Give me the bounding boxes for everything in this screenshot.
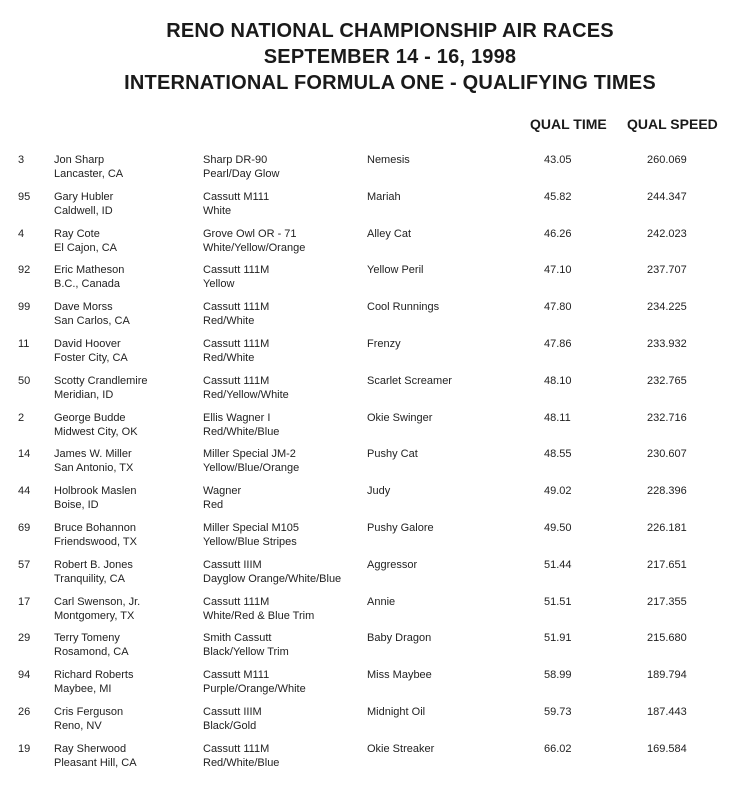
pilot-location: San Carlos, CA — [54, 315, 130, 328]
aircraft-colors: Red — [203, 499, 224, 512]
pilot-cell — [54, 631, 129, 659]
aircraft-name-cell — [367, 337, 401, 351]
aircraft-model: Miller Special M105 — [203, 521, 299, 534]
aircraft-colors: Yellow/Blue Stripes — [203, 535, 297, 548]
pilot-location: Foster City, CA — [54, 351, 128, 364]
qual-speed-cell — [647, 595, 687, 609]
qual-time: 59.73 — [544, 705, 572, 718]
pilot-name: Holbrook Maslen — [54, 485, 137, 498]
aircraft-colors: Red/White — [203, 315, 255, 328]
aircraft-colors: Purple/Orange/White — [203, 683, 306, 696]
qual-time-cell — [544, 595, 572, 609]
aircraft-name: Baby Dragon — [367, 632, 432, 645]
pilot-cell — [54, 153, 123, 181]
qual-time-cell — [544, 558, 572, 572]
aircraft-name-cell — [367, 374, 452, 388]
race-number: 99 — [18, 301, 31, 314]
aircraft-model: Cassutt 111M — [203, 337, 270, 350]
race-number: 44 — [18, 485, 31, 498]
aircraft-model: Cassutt IIIM — [203, 558, 262, 571]
qual-speed: 242.023 — [647, 227, 687, 240]
qual-time-cell — [544, 411, 571, 425]
pilot-location: San Antonio, TX — [54, 462, 134, 475]
aircraft-model: Cassutt M111 — [203, 190, 270, 203]
aircraft-model: Cassutt 111M — [203, 595, 270, 608]
pilot-cell — [54, 227, 117, 255]
pilot-location: Meridian, ID — [54, 388, 114, 401]
race-number: 95 — [18, 190, 31, 203]
aircraft-name: Okie Streaker — [367, 742, 435, 755]
qual-speed-cell — [647, 668, 687, 682]
pilot-cell — [54, 374, 148, 402]
aircraft-cell — [203, 227, 305, 255]
race-number-cell — [18, 153, 24, 167]
pilot-location: Friendswood, TX — [54, 535, 137, 548]
race-number-cell — [18, 705, 30, 719]
aircraft-name-cell — [367, 668, 432, 682]
qual-speed: 215.680 — [647, 632, 687, 645]
qual-time: 51.44 — [544, 558, 572, 571]
qual-time: 46.26 — [544, 227, 572, 240]
pilot-cell — [54, 705, 123, 733]
race-number-cell — [18, 521, 30, 535]
qual-speed: 260.069 — [647, 154, 687, 166]
table-row — [0, 187, 750, 224]
table-row — [0, 739, 750, 776]
qual-speed: 232.765 — [647, 374, 687, 387]
pilot-location: Caldwell, ID — [54, 204, 113, 217]
aircraft-colors: Yellow — [203, 278, 235, 291]
aircraft-name: Aggressor — [367, 558, 418, 571]
aircraft-name-cell — [367, 300, 439, 314]
race-number: 14 — [18, 448, 31, 461]
aircraft-cell — [203, 668, 306, 696]
qual-time-cell — [544, 263, 572, 277]
qual-time-cell — [544, 300, 572, 314]
qual-speed-cell — [647, 411, 687, 425]
aircraft-cell — [203, 742, 279, 770]
qual-speed-cell — [647, 484, 687, 498]
qual-speed-cell — [647, 374, 687, 388]
pilot-name: Bruce Bohannon — [54, 521, 136, 534]
pilot-cell — [54, 742, 137, 770]
aircraft-model: Smith Cassutt — [203, 632, 272, 645]
aircraft-cell — [203, 300, 269, 328]
aircraft-cell — [203, 558, 341, 586]
aircraft-cell — [203, 631, 289, 659]
aircraft-model: Grove Owl OR - 71 — [203, 227, 297, 240]
qual-speed: 237.707 — [647, 264, 687, 277]
aircraft-name-cell — [367, 521, 434, 535]
pilot-name: Jon Sharp — [54, 154, 105, 166]
race-number: 29 — [18, 632, 31, 645]
qual-time-cell — [544, 374, 572, 388]
qual-time-cell — [544, 484, 572, 498]
qual-time: 48.55 — [544, 448, 572, 461]
aircraft-name-cell — [367, 705, 425, 719]
aircraft-colors: Red/White/Blue — [203, 425, 280, 438]
race-number-cell — [18, 668, 30, 682]
aircraft-colors: Red/Yellow/White — [203, 388, 289, 401]
pilot-name: Carl Swenson, Jr. — [54, 595, 141, 608]
aircraft-name: Scarlet Screamer — [367, 374, 452, 387]
qual-speed-cell — [647, 631, 687, 645]
qual-speed: 217.355 — [647, 595, 687, 608]
race-number-cell — [18, 484, 30, 498]
document-title — [0, 18, 750, 96]
qual-speed: 189.794 — [647, 669, 687, 682]
qual-time-cell — [544, 742, 572, 756]
qual-speed-cell — [647, 153, 687, 167]
aircraft-cell — [203, 447, 299, 475]
qual-time: 48.11 — [544, 411, 571, 424]
race-number: 92 — [18, 264, 31, 277]
pilot-name: James W. Miller — [54, 448, 132, 461]
pilot-cell — [54, 668, 133, 696]
aircraft-name: Judy — [367, 485, 391, 498]
aircraft-colors: White — [203, 204, 232, 217]
qual-time-cell — [544, 153, 572, 167]
table-row — [0, 665, 750, 702]
aircraft-name: Midnight Oil — [367, 705, 426, 718]
title-line-1: RENO NATIONAL CHAMPIONSHIP AIR RACES — [166, 20, 614, 42]
aircraft-model: Wagner — [203, 485, 242, 498]
pilot-cell — [54, 558, 133, 586]
aircraft-cell — [203, 411, 279, 439]
pilot-cell — [54, 447, 133, 475]
aircraft-model: Cassutt 111M — [203, 301, 270, 314]
aircraft-model: Miller Special JM-2 — [203, 448, 296, 461]
race-number-cell — [18, 227, 24, 241]
race-number: 57 — [18, 558, 31, 571]
race-number-cell — [18, 558, 30, 572]
aircraft-colors: Dayglow Orange/White/Blue — [203, 572, 342, 585]
qual-time: 43.05 — [544, 154, 572, 166]
aircraft-name: Alley Cat — [367, 227, 412, 240]
aircraft-colors: White/Yellow/Orange — [203, 241, 306, 254]
table-row — [0, 224, 750, 261]
aircraft-name: Okie Swinger — [367, 411, 433, 424]
qual-speed-header: QUAL SPEED — [627, 116, 718, 132]
qual-speed: 233.932 — [647, 337, 687, 350]
race-number-cell — [18, 742, 30, 756]
pilot-location: Boise, ID — [54, 499, 99, 512]
qual-time-cell — [544, 705, 572, 719]
aircraft-name-cell — [367, 447, 418, 461]
qual-time-cell — [544, 190, 572, 204]
qual-speed-cell — [647, 263, 687, 277]
qual-speed: 232.716 — [647, 411, 687, 424]
qual-time: 49.02 — [544, 485, 572, 498]
pilot-location: Reno, NV — [54, 719, 102, 732]
aircraft-name: Mariah — [367, 190, 401, 203]
pilot-cell — [54, 300, 130, 328]
qual-time: 58.99 — [544, 669, 572, 682]
qual-speed: 169.584 — [647, 742, 687, 755]
qual-time-cell — [544, 337, 572, 351]
aircraft-name: Nemesis — [367, 154, 410, 166]
qual-time-cell — [544, 447, 572, 461]
pilot-location: El Cajon, CA — [54, 241, 117, 254]
pilot-location: Lancaster, CA — [54, 168, 124, 180]
pilot-cell — [54, 595, 140, 623]
table-row — [0, 518, 750, 555]
pilot-name: Robert B. Jones — [54, 558, 133, 571]
aircraft-name-cell — [367, 263, 423, 277]
pilot-name: Eric Matheson — [54, 264, 125, 277]
pilot-cell — [54, 521, 137, 549]
aircraft-name: Miss Maybee — [367, 669, 432, 682]
pilot-name: Ray Cote — [54, 227, 100, 240]
qual-speed: 217.651 — [647, 558, 687, 571]
qual-speed: 226.181 — [647, 521, 687, 534]
table-row — [0, 555, 750, 592]
pilot-name: Dave Morss — [54, 301, 113, 314]
race-number: 2 — [18, 411, 25, 424]
pilot-cell — [54, 484, 137, 512]
table-row — [0, 150, 750, 187]
qual-speed: 244.347 — [647, 190, 687, 203]
qual-time-cell — [544, 631, 572, 645]
aircraft-model: Cassutt 111M — [203, 374, 270, 387]
qual-speed-cell — [647, 705, 687, 719]
aircraft-cell — [203, 337, 269, 365]
qual-speed-cell — [647, 190, 687, 204]
table-row — [0, 334, 750, 371]
qual-time: 47.10 — [544, 264, 572, 277]
aircraft-name-cell — [367, 227, 411, 241]
race-number: 94 — [18, 669, 31, 682]
aircraft-name: Pushy Galore — [367, 521, 434, 534]
race-number-cell — [18, 263, 30, 277]
aircraft-cell — [203, 595, 314, 623]
qual-time: 51.91 — [544, 632, 572, 645]
pilot-name: Gary Hubler — [54, 190, 114, 203]
pilot-location: Pleasant Hill, CA — [54, 756, 137, 769]
aircraft-name: Cool Runnings — [367, 301, 440, 314]
aircraft-colors: Yellow/Blue/Orange — [203, 462, 300, 475]
race-number-cell — [18, 631, 30, 645]
aircraft-colors: Black/Gold — [203, 719, 257, 732]
pilot-name: Scotty Crandlemire — [54, 374, 148, 387]
pilot-cell — [54, 190, 113, 218]
race-number: 19 — [18, 742, 31, 755]
race-number: 11 — [18, 337, 30, 350]
race-number: 50 — [18, 374, 31, 387]
table-row — [0, 408, 750, 445]
qual-time-cell — [544, 668, 572, 682]
table-row — [0, 481, 750, 518]
race-number: 69 — [18, 521, 31, 534]
aircraft-model: Cassutt IIIM — [203, 705, 262, 718]
race-number-cell — [18, 374, 30, 388]
pilot-name: Richard Roberts — [54, 669, 134, 682]
qual-time: 66.02 — [544, 742, 572, 755]
qual-time: 45.82 — [544, 190, 572, 203]
pilot-location: Midwest City, OK — [54, 425, 138, 438]
aircraft-name-cell — [367, 631, 431, 645]
table-row — [0, 260, 750, 297]
aircraft-name-cell — [367, 153, 410, 167]
qual-speed-cell — [647, 300, 687, 314]
qual-time: 49.50 — [544, 521, 572, 534]
qual-speed-cell — [647, 521, 687, 535]
qual-speed-cell — [647, 227, 687, 241]
race-number-cell — [18, 300, 30, 314]
aircraft-name-cell — [367, 742, 434, 756]
race-number-cell — [18, 447, 30, 461]
qual-speed: 234.225 — [647, 301, 687, 314]
aircraft-name-cell — [367, 411, 432, 425]
table-row — [0, 592, 750, 629]
race-number: 17 — [18, 595, 31, 608]
pilot-location: B.C., Canada — [54, 278, 121, 291]
aircraft-model: Ellis Wagner I — [203, 411, 271, 424]
qual-speed-cell — [647, 558, 687, 572]
aircraft-cell — [203, 705, 262, 733]
race-number-cell — [18, 411, 24, 425]
aircraft-cell — [203, 521, 299, 549]
aircraft-cell — [203, 484, 241, 512]
qual-time-cell — [544, 521, 572, 535]
aircraft-name-cell — [367, 558, 417, 572]
qual-time: 47.80 — [544, 301, 572, 314]
qual-speed-cell — [647, 337, 687, 351]
qual-speed-cell — [647, 447, 687, 461]
aircraft-name: Frenzy — [367, 337, 401, 350]
race-number: 26 — [18, 705, 31, 718]
aircraft-model: Cassutt M111 — [203, 669, 270, 682]
pilot-location: Tranquility, CA — [54, 572, 125, 585]
race-number-cell — [18, 190, 30, 204]
qualifying-table — [0, 150, 750, 776]
pilot-name: George Budde — [54, 411, 126, 424]
pilot-cell — [54, 337, 128, 365]
qual-time-header: QUAL TIME — [530, 116, 607, 132]
aircraft-colors: White/Red & Blue Trim — [203, 609, 315, 622]
qual-speed-cell — [647, 742, 687, 756]
aircraft-cell — [203, 374, 289, 402]
table-row — [0, 297, 750, 334]
aircraft-colors: Red/White — [203, 351, 255, 364]
race-number: 4 — [18, 227, 25, 240]
aircraft-name: Pushy Cat — [367, 448, 418, 461]
pilot-name: Terry Tomeny — [54, 632, 120, 645]
pilot-cell — [54, 263, 124, 291]
aircraft-colors: Black/Yellow Trim — [203, 646, 289, 659]
aircraft-name: Annie — [367, 595, 396, 608]
table-row — [0, 628, 750, 665]
qual-time-cell — [544, 227, 572, 241]
qual-time: 47.86 — [544, 337, 572, 350]
qual-time: 48.10 — [544, 374, 572, 387]
aircraft-colors: Red/White/Blue — [203, 756, 280, 769]
pilot-location: Rosamond, CA — [54, 646, 129, 659]
aircraft-colors: Pearl/Day Glow — [203, 168, 280, 180]
aircraft-cell — [203, 263, 269, 291]
race-number: 3 — [18, 154, 25, 166]
pilot-name: Cris Ferguson — [54, 705, 124, 718]
aircraft-name-cell — [367, 190, 401, 204]
pilot-name: Ray Sherwood — [54, 742, 127, 755]
aircraft-name-cell — [367, 595, 395, 609]
qual-speed: 187.443 — [647, 705, 687, 718]
table-row — [0, 371, 750, 408]
aircraft-model: Sharp DR-90 — [203, 154, 268, 166]
aircraft-name-cell — [367, 484, 390, 498]
race-number-cell — [18, 337, 29, 351]
race-number-cell — [18, 595, 30, 609]
aircraft-cell — [203, 153, 279, 181]
table-row — [0, 444, 750, 481]
pilot-location: Maybee, MI — [54, 683, 112, 696]
aircraft-model: Cassutt 111M — [203, 742, 270, 755]
qual-speed: 228.396 — [647, 485, 687, 498]
qual-time: 51.51 — [544, 595, 572, 608]
qual-speed: 230.607 — [647, 448, 687, 461]
pilot-cell — [54, 411, 138, 439]
title-line-3: INTERNATIONAL FORMULA ONE - QUALIFYING TIMES — [124, 72, 656, 94]
pilot-name: David Hoover — [54, 337, 121, 350]
table-row — [0, 702, 750, 739]
aircraft-model: Cassutt 111M — [203, 264, 270, 277]
title-line-2: SEPTEMBER 14 - 16, 1998 — [263, 46, 517, 68]
pilot-location: Montgomery, TX — [54, 609, 135, 622]
aircraft-name: Yellow Peril — [367, 264, 424, 277]
aircraft-cell — [203, 190, 269, 218]
